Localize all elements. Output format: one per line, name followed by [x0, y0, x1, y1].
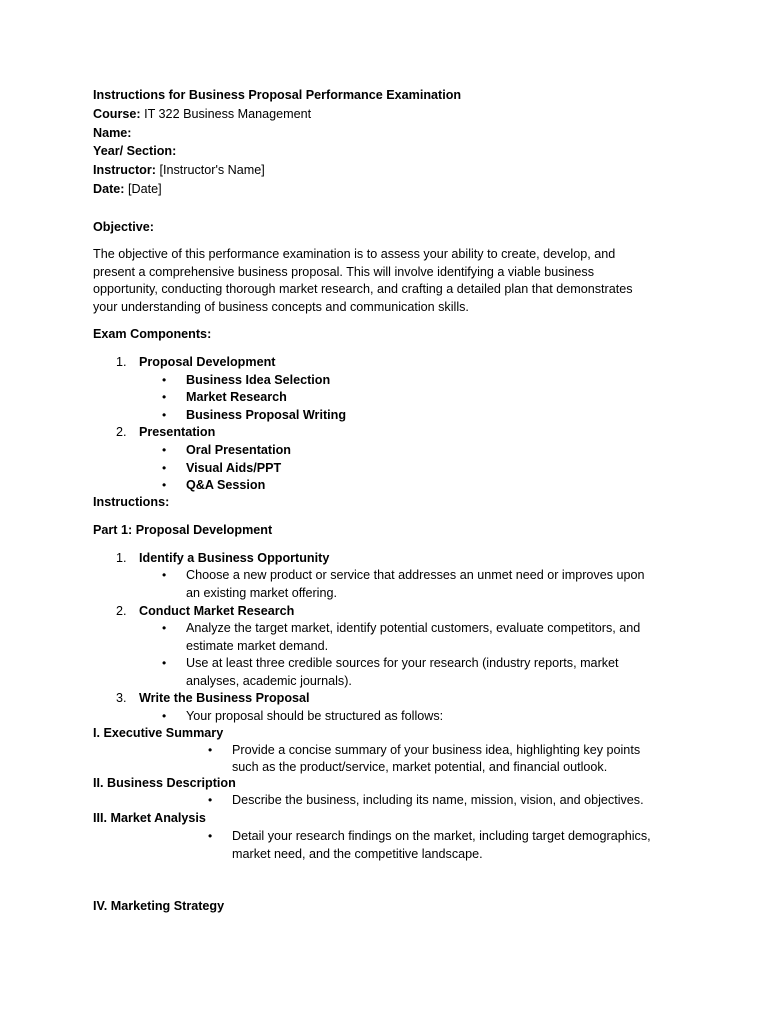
business-description-heading: II. Business Description — [93, 776, 236, 790]
date-line — [93, 180, 162, 198]
step-identify-opportunity: Identify a Business Opportunity — [139, 551, 330, 565]
list-item-text: analyses, academic journals). — [186, 674, 352, 688]
bullet-icon: • — [162, 621, 167, 635]
step-write-proposal: Write the Business Proposal — [139, 691, 310, 705]
market-analysis-heading: III. Market Analysis — [93, 811, 206, 825]
list-item-text: an existing market offering. — [186, 586, 337, 600]
objective-text-line: your understanding of business concepts and communication skills. — [93, 300, 469, 314]
list-item: Visual Aids/PPT — [186, 461, 282, 475]
bullet-icon: • — [162, 390, 167, 404]
bullet-icon: • — [162, 478, 167, 492]
component-proposal-development: Proposal Development — [139, 355, 276, 369]
list-item-text: Describe the business, including its name, mission, vision, and objectives. — [232, 793, 644, 807]
date-label: Date: — [93, 182, 125, 196]
document-title: Instructions for Business Proposal Performance Examination — [93, 88, 462, 102]
instructions-heading: Instructions: — [93, 495, 170, 509]
bullet-icon: • — [208, 829, 213, 843]
objective-heading: Objective: — [93, 220, 154, 234]
step-market-research: Conduct Market Research — [139, 604, 295, 618]
date-value: [Date] — [128, 182, 162, 196]
list-item-text: Use at least three credible sources for your research (industry reports, market — [186, 656, 619, 670]
list-item-text: Provide a concise summary of your business idea, highlighting key points — [232, 743, 641, 757]
instructor-line — [93, 161, 265, 179]
list-number: 2. — [116, 425, 127, 439]
list-number: 3. — [116, 691, 127, 705]
list-item: Q&A Session — [186, 478, 266, 492]
year-section-label: Year/ Section: — [93, 144, 177, 158]
list-item-text: estimate market demand. — [186, 639, 329, 653]
component-presentation: Presentation — [139, 425, 216, 439]
bullet-icon: • — [162, 443, 167, 457]
list-item: Business Proposal Writing — [186, 408, 347, 422]
name-label: Name: — [93, 126, 132, 140]
instructor-value: [Instructor's Name] — [159, 163, 265, 177]
bullet-icon: • — [162, 461, 167, 475]
list-item-text: Analyze the target market, identify potential customers, evaluate competitors, and — [186, 621, 641, 635]
course-line — [93, 105, 311, 123]
objective-text-line: opportunity, conducting thorough market research, and crafting a detailed plan that demonstrates — [93, 282, 633, 296]
bullet-icon: • — [208, 743, 213, 757]
list-item-text: Your proposal should be structured as follows: — [186, 709, 444, 723]
marketing-strategy-heading: IV. Marketing Strategy — [93, 899, 225, 913]
objective-text-line: The objective of this performance examination is to assess your ability to create, develop, and — [93, 247, 616, 261]
list-item-text: market need, and the competitive landscape. — [232, 847, 483, 861]
bullet-icon: • — [162, 373, 167, 387]
bullet-icon: • — [162, 568, 167, 582]
bullet-icon: • — [162, 709, 167, 723]
list-item: Oral Presentation — [186, 443, 291, 457]
course-label: Course: — [93, 107, 141, 121]
instructor-label: Instructor: — [93, 163, 156, 177]
list-number: 2. — [116, 604, 127, 618]
list-item: Business Idea Selection — [186, 373, 331, 387]
bullet-icon: • — [162, 408, 167, 422]
list-number: 1. — [116, 355, 127, 369]
course-value: IT 322 Business Management — [144, 107, 312, 121]
executive-summary-heading: I. Executive Summary — [93, 726, 224, 740]
list-item: Market Research — [186, 390, 287, 404]
list-item-text: Choose a new product or service that addresses an unmet need or improves upon — [186, 568, 645, 582]
bullet-icon: • — [162, 656, 167, 670]
list-number: 1. — [116, 551, 127, 565]
list-item-text: such as the product/service, market potential, and financial outlook. — [232, 760, 608, 774]
bullet-icon: • — [208, 793, 213, 807]
exam-components-heading: Exam Components: — [93, 327, 212, 341]
list-item-text: Detail your research findings on the market, including target demographics, — [232, 829, 651, 843]
objective-text-line: present a comprehensive business proposal. This will involve identifying a viable business — [93, 265, 594, 279]
part1-heading: Part 1: Proposal Development — [93, 523, 273, 537]
